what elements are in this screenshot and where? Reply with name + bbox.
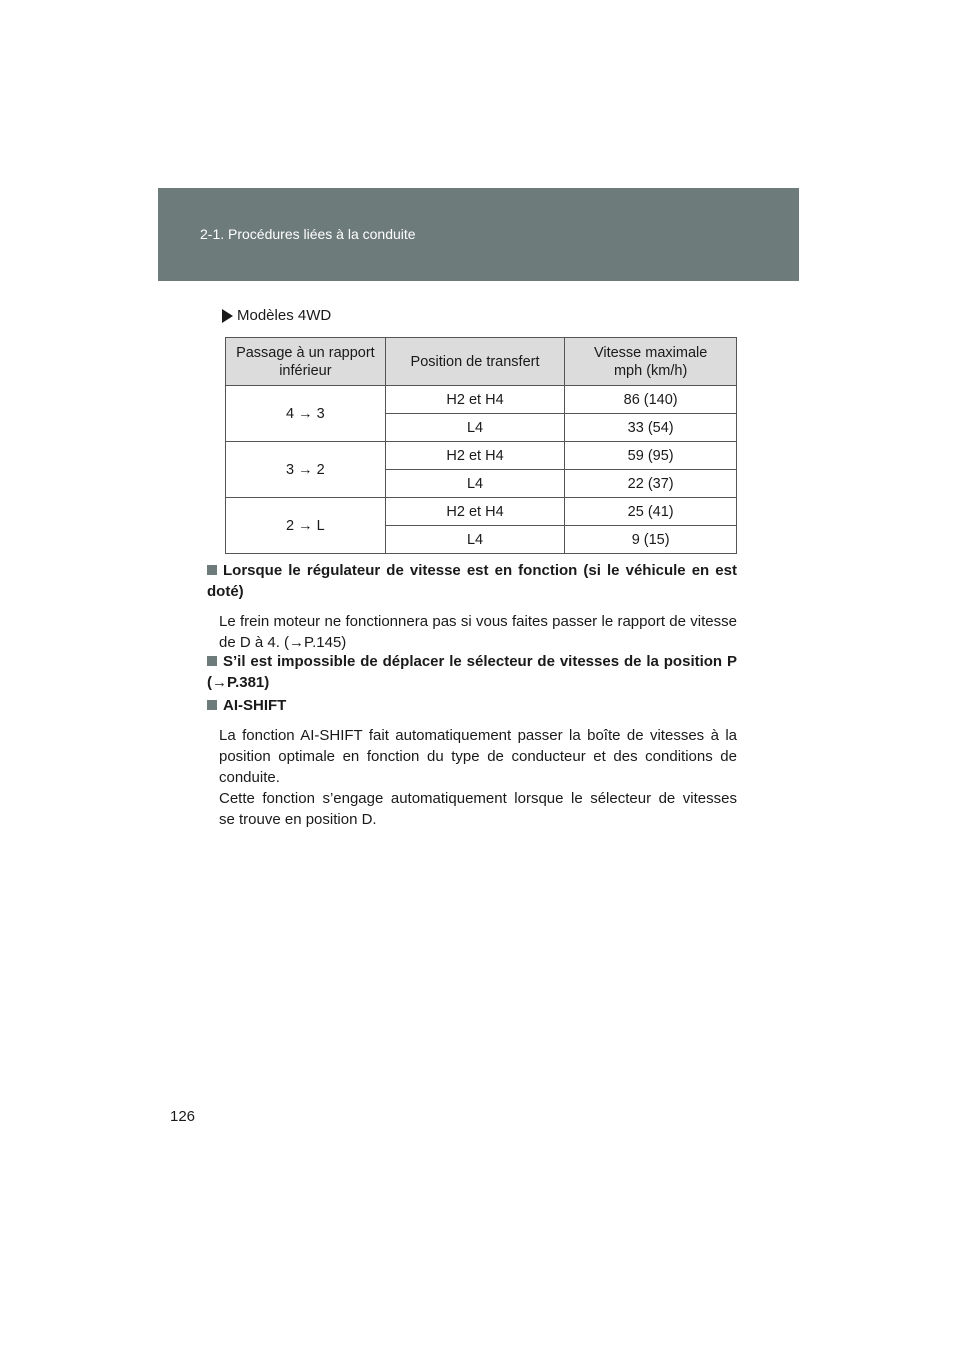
table-header-row (226, 338, 737, 386)
page-number: 126 (170, 1108, 196, 1125)
header-position: Position de transfert (385, 338, 565, 386)
section-header (158, 188, 799, 281)
position-cell: L4 (385, 470, 565, 498)
table-row (226, 498, 737, 526)
ai-shift-line: position optimale en fonction du type de conducteur et des conditions de (219, 748, 737, 765)
section-title: 2-1. Procédures liées à la conduite (200, 226, 416, 242)
speed-cell: 33 (54) (565, 414, 737, 442)
header-shift: Passage à un rapport inférieur (226, 338, 386, 386)
ai-shift-note (207, 695, 737, 830)
table-row (226, 442, 737, 470)
table-row (226, 386, 737, 414)
speed-cell: 59 (95) (565, 442, 737, 470)
cruise-control-title: Lorsque le régulateur de vitesse est en fonction (si le véhicule en est doté) (207, 562, 737, 600)
max-speed-table (225, 337, 737, 554)
models-label (222, 307, 331, 324)
position-cell: H2 et H4 (385, 442, 565, 470)
ai-shift-line: La fonction AI-SHIFT fait automatiquement passer la boîte de vitesses à la (219, 727, 737, 744)
position-cell: H2 et H4 (385, 386, 565, 414)
triangle-right-icon (222, 309, 233, 323)
speed-cell: 25 (41) (565, 498, 737, 526)
ai-shift-line: conduite. (219, 769, 280, 786)
shift-lock-note (207, 651, 737, 693)
speed-cell: 22 (37) (565, 470, 737, 498)
shift-cell: 2 → L (226, 498, 386, 554)
speed-cell: 9 (15) (565, 526, 737, 554)
speed-cell: 86 (140) (565, 386, 737, 414)
position-cell: H2 et H4 (385, 498, 565, 526)
square-bullet-icon (207, 700, 217, 710)
ai-shift-title: AI-SHIFT (207, 695, 737, 716)
shift-cell: 3 → 2 (226, 442, 386, 498)
models-label-text: Modèles 4WD (237, 307, 332, 324)
position-cell: L4 (385, 526, 565, 554)
ai-shift-line: Cette fonction s’engage automatiquement lorsque le sélecteur de vitesses (219, 790, 737, 807)
square-bullet-icon (207, 565, 217, 575)
header-speed: Vitesse maximale mph (km/h) (565, 338, 737, 386)
square-bullet-icon (207, 656, 217, 666)
position-cell: L4 (385, 414, 565, 442)
shift-cell: 4 → 3 (226, 386, 386, 442)
ai-shift-line: se trouve en position D. (219, 811, 377, 828)
ai-shift-body (219, 725, 737, 830)
cruise-control-body: Le frein moteur ne fonctionnera pas si vous faites passer le rapport de vitesse de D à 4. (→P.145) (219, 613, 737, 651)
shift-lock-title: S’il est impossible de déplacer le sélecteur de vitesses de la position P (→P.381) (207, 653, 737, 691)
cruise-control-note (207, 560, 737, 653)
